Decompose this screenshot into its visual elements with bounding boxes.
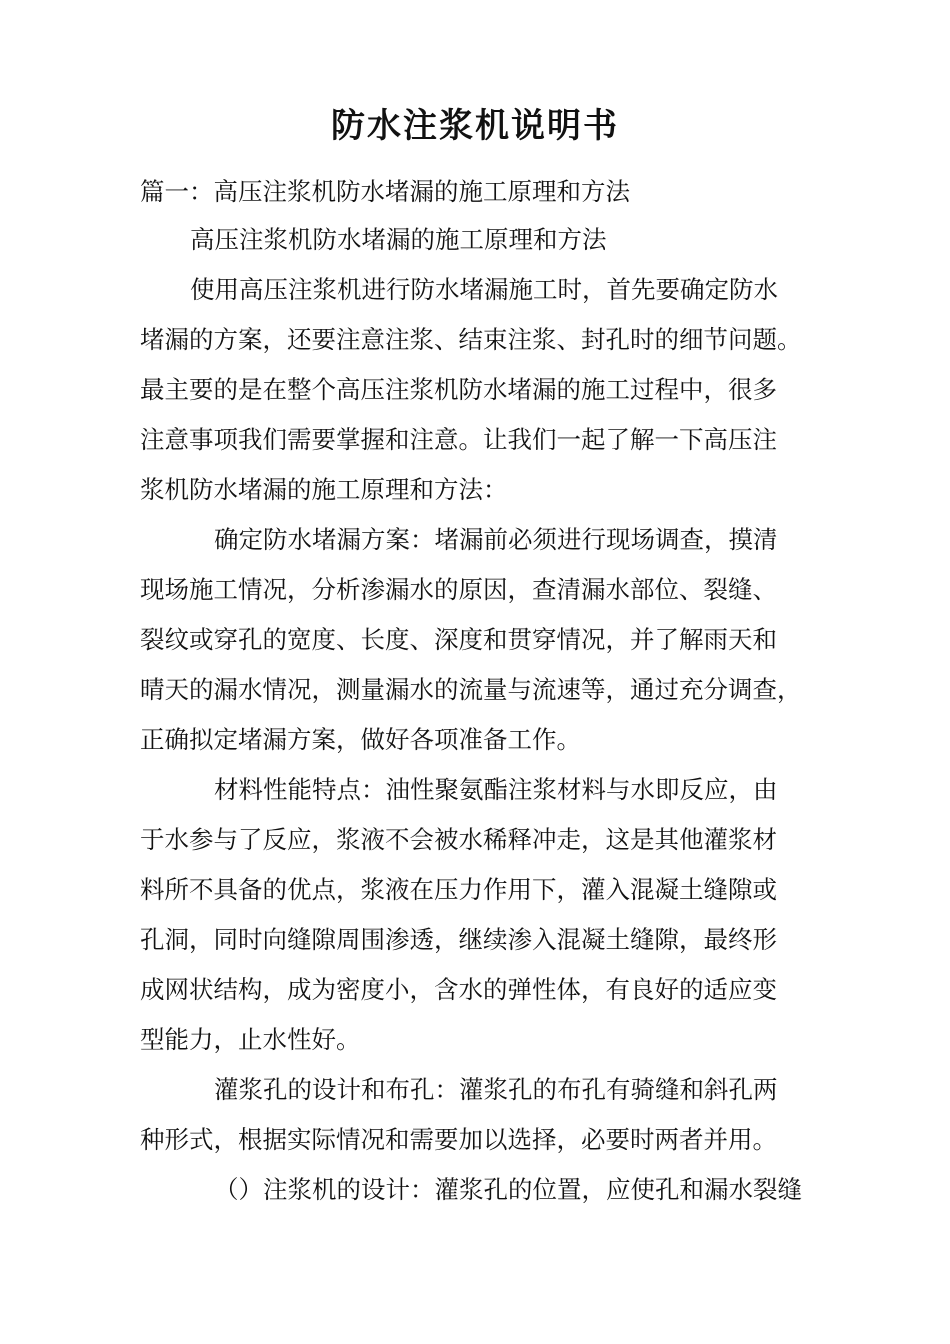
paragraph-line: 灌浆孔的设计和布孔：灌浆孔的布孔有骑缝和斜孔两 <box>214 1075 778 1104</box>
paragraph-line: 裂纹或穿孔的宽度、长度、深度和贯穿情况，并了解雨天和 <box>140 625 777 654</box>
paragraph-line: 使用高压注浆机进行防水堵漏施工时，首先要确定防水 <box>190 275 778 304</box>
paragraph-line: 于水参与了反应，浆液不会被水稀释冲走，这是其他灌浆材 <box>140 825 777 854</box>
paragraph-line: 堵漏的方案，还要注意注浆、结束注浆、封孔时的细节问题。 <box>140 325 802 354</box>
paragraph-line: 确定防水堵漏方案：堵漏前必须进行现场调查，摸清 <box>214 525 778 554</box>
paragraph-line: 孔洞，同时向缝隙周围渗透，继续渗入混凝土缝隙，最终形 <box>140 925 777 954</box>
paragraph-line: 料所不具备的优点，浆液在压力作用下，灌入混凝土缝隙或 <box>140 875 777 904</box>
paragraph-line: 晴天的漏水情况，测量漏水的流量与流速等，通过充分调查， <box>140 675 802 704</box>
paragraph-line: 型能力，止水性好。 <box>140 1025 361 1054</box>
paragraph-line: 正确拟定堵漏方案，做好各项准备工作。 <box>140 725 581 754</box>
paragraph-line: 最主要的是在整个高压注浆机防水堵漏的施工过程中，很多 <box>140 375 777 404</box>
paragraph-line: 种形式，根据实际情况和需要加以选择，必要时两者并用。 <box>140 1125 777 1154</box>
paragraph-line: 高压注浆机防水堵漏的施工原理和方法 <box>190 225 607 254</box>
document-title: 防水注浆机说明书 <box>331 106 619 146</box>
paragraph-line: 注意事项我们需要掌握和注意。让我们一起了解一下高压注 <box>140 425 777 454</box>
paragraph-line: 成网状结构，成为密度小，含水的弹性体，有良好的适应变 <box>140 975 777 1004</box>
paragraph-line: 材料性能特点：油性聚氨酯注浆材料与水即反应，由 <box>214 775 778 804</box>
section-heading: 篇一：高压注浆机防水堵漏的施工原理和方法 <box>140 177 630 206</box>
paragraph-line: 浆机防水堵漏的施工原理和方法： <box>140 475 508 504</box>
paragraph-line: （）注浆机的设计：灌浆孔的位置，应使孔和漏水裂缝 <box>214 1175 802 1204</box>
paragraph-line: 现场施工情况，分析渗漏水的原因，查清漏水部位、裂缝、 <box>140 575 777 604</box>
